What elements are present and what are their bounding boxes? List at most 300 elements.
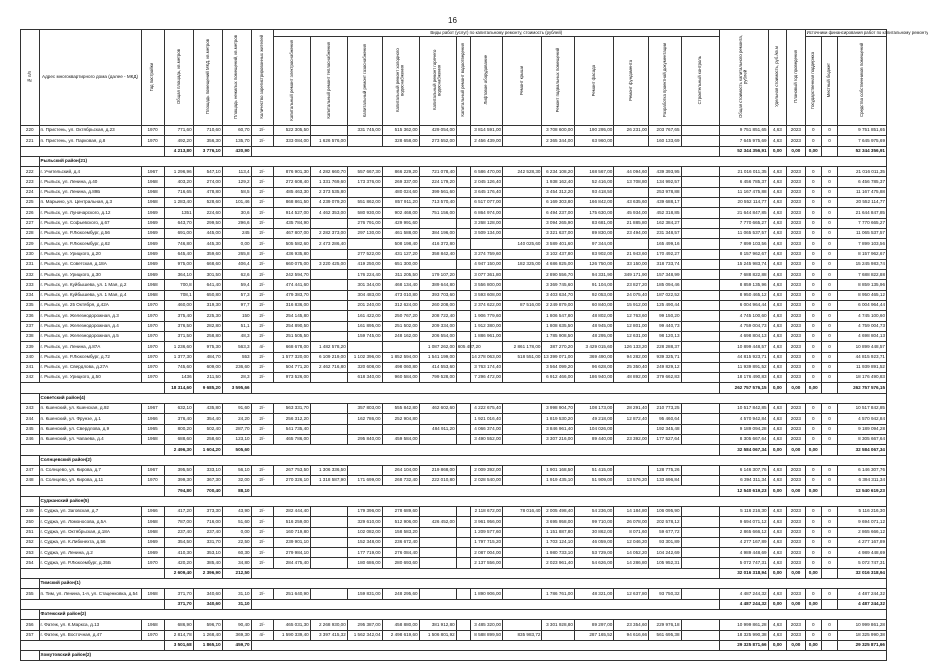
subtotal-year-value: 0,00 [787,568,806,578]
row-owner-funds: 6 394 311,34 [838,476,887,486]
row-address: г. Рыльск, ул. Р.Люксембург, д.62 [39,239,141,249]
row-work-cost: 89 297,00 [574,620,613,630]
row-number: 235 [21,301,40,311]
row-nonres-area: 60,70 [222,126,251,136]
row-apt-area: 354,40 [193,414,222,424]
row-total-cost: 4 570 942,84 [719,414,768,424]
row-unit-cost: 4,63 [768,218,787,228]
row-local-budget: 0 [821,342,837,352]
row-nonres-area: 31,10 [222,589,251,599]
row-work-cost: 1 890 906,00 [470,589,502,599]
table-cell-empty [21,579,40,589]
subtotal-state-support: 0,00 [805,486,821,496]
table-cell-empty [821,445,837,455]
subtotal-row [21,568,887,578]
row-work-cost [310,249,347,259]
row-local-budget: 0 [821,331,837,341]
header-unit-cost: Удельная стоимость, руб./кв.м [768,30,787,126]
row-unit-cost: 4,63 [768,208,787,218]
row-work-cost: 6 169 303,80 [542,198,574,208]
row-nonres-area: 32,00 [222,476,251,486]
row-number: 233 [21,280,40,290]
row-work-cost: 3 961 956,00 [470,517,502,527]
row-nonres-area: 34,80 [222,558,251,568]
row-number: 257 [21,630,40,640]
table-row [21,517,887,527]
row-work-cost: 133 696,84 [649,476,681,486]
row-total-cost: 20 552 114,77 [719,198,768,208]
row-work-cost: 3 708 600,00 [542,126,574,136]
row-work-cost: 435 784,90 [273,218,310,228]
row-residents: 2/- [251,527,273,537]
row-work-cost: 3 593 608,00 [470,290,502,300]
row-work-cost: 277 522,00 [347,249,382,259]
subtotal-state-support: 0,00 [805,445,821,455]
row-state-support: 0 [805,331,821,341]
row-work-cost: 284 475,40 [273,558,310,568]
row-apt-area: 331,70 [193,537,222,547]
row-work-cost: 713 570,40 [419,198,456,208]
row-work-cost: 3 301 928,80 [542,620,574,630]
row-work-cost [456,228,470,238]
row-work-cost: 231 348,57 [649,228,681,238]
row-state-support: 0 [805,270,821,280]
row-work-cost: 2 890 556,70 [542,270,574,280]
row-work-cost [310,126,347,136]
row-year-work: 2023 [787,136,806,146]
table-cell-empty [681,424,719,434]
row-residents: 2/- [251,589,273,599]
row-owner-funds: 7 688 822,88 [838,270,887,280]
row-work-cost: 914 527,00 [273,208,310,218]
row-local-budget: 0 [821,218,837,228]
row-work-cost: 269 337,00 [382,177,419,187]
row-work-cost: 51 909,00 [574,476,613,486]
row-work-cost: 516 259,00 [273,517,310,527]
row-total-area: 1 296,96 [164,167,193,177]
row-year-work: 2023 [787,476,806,486]
row-work-cost: 89 830,00 [574,228,613,238]
row-work-cost [310,280,347,290]
row-work-cost: 429 991,60 [382,218,419,228]
row-work-cost: 21 943,60 [614,249,649,259]
row-number: 256 [21,620,40,630]
row-unit-cost: 4,63 [768,136,787,146]
row-year-work: 2023 [787,167,806,177]
row-work-cost [456,517,470,527]
district-header-row [21,579,887,589]
row-year: 1970 [141,373,164,383]
row-work-cost: 311 205,50 [382,270,419,280]
row-total-area: 771,60 [164,126,193,136]
row-work-cost [419,434,456,444]
row-total-cost: 8 950 465,12 [719,290,768,300]
header-nonres-area: Площадь нежилых помещений, кв.метров [222,30,251,126]
row-local-budget: 0 [821,630,837,640]
row-owner-funds: 20 552 114,77 [838,198,887,208]
row-residents: 2/- [251,352,273,362]
row-work-cost: 1 703 124,10 [542,537,574,547]
subtotal-unit-cost: 0,00 [768,146,787,156]
row-total-area: 399,30 [164,476,193,486]
row-local-budget: 0 [821,177,837,187]
row-nonres-area: 101,46 [222,198,251,208]
row-work-cost: 399 561,60 [419,187,456,197]
row-work-cost: 54 626,00 [574,558,613,568]
table-row [21,228,887,238]
row-work-cost: 2 282 373,00 [310,228,347,238]
row-work-cost: 393 703,60 [419,290,456,300]
subtotal-unit-cost: 0,00 [768,486,787,496]
row-total-cost: 6 394 311,34 [719,476,768,486]
row-work-cost: 83 681,00 [574,218,613,228]
row-work-cost [456,198,470,208]
row-work-cost: 13 576,20 [614,476,649,486]
row-total-cost: 8 157 962,67 [719,249,768,259]
row-year-work: 2023 [787,362,806,372]
row-residents: 4/- [251,342,273,352]
table-row [21,342,887,352]
row-total-cost: 4 759 004,73 [719,321,768,331]
subtotal-apt-area: 1 604,20 [193,445,222,455]
row-work-cost: 53 729,00 [574,548,613,558]
table-cell-empty [251,486,719,496]
row-address: г. Суджа, ул. Ленина, д.2 [39,548,141,558]
row-work-cost [347,424,382,434]
subtotal-row [21,146,887,156]
row-work-cost: 301 344,00 [347,280,382,290]
row-work-cost [456,476,470,486]
district-name: Суджанский район(5) [39,496,886,506]
row-work-cost [310,270,347,280]
row-work-cost [310,548,347,558]
row-work-cost: 3 274 759,60 [470,249,502,259]
table-row [21,558,887,568]
row-year-work: 2023 [787,218,806,228]
row-work-cost [614,187,649,197]
table-row [21,548,887,558]
table-row [21,620,887,630]
subtotal-year-value: 0,00 [787,445,806,455]
row-apt-area: 609,00 [193,362,222,372]
row-state-support: 0 [805,136,821,146]
table-cell-empty [681,218,719,228]
row-work-cost: 201 240,00 [347,301,382,311]
row-apt-area: 319,30 [193,301,222,311]
row-work-cost [347,136,382,146]
row-work-cost: 60 840,00 [574,301,613,311]
row-apt-area: 333,10 [193,465,222,475]
row-owner-funds: 4 759 004,73 [838,321,887,331]
row-work-cost: 248 162,00 [382,331,419,341]
row-total-cost: 11 065 537,57 [719,228,768,238]
row-work-cost: 92 053,00 [574,290,613,300]
row-total-area: 686,90 [164,620,193,630]
row-address: г. Рыльск, ул. 25 Октября, д.42А [39,301,141,311]
row-nonres-area: 57,3 [222,290,251,300]
table-cell-empty [821,146,837,156]
row-work-cost [310,589,347,599]
row-work-cost: 508 198,40 [382,239,419,249]
row-work-cost: 99 150,20 [649,311,681,321]
row-unit-cost: 4,63 [768,321,787,331]
row-work-cost: 179 396,00 [347,506,382,516]
row-work-cost [456,548,470,558]
row-number: 244 [21,414,40,424]
row-apt-area: 340,60 [193,589,222,599]
row-residents: 2/- [251,228,273,238]
row-total-area: 1351 [164,208,193,218]
table-row [21,424,887,434]
row-work-cost: 30 862,00 [574,527,613,537]
header-w2: Капитальный ремонт теплоснабжения [310,37,347,126]
row-work-cost: 106 095,90 [649,506,681,516]
row-total-area: 800,20 [164,424,193,434]
row-local-budget: 0 [821,167,837,177]
row-residents: 2/- [251,424,273,434]
row-total-cost: 2 865 666,12 [719,527,768,537]
subtotal-total-cost: 32 016 318,94 [719,568,768,578]
row-work-cost: 349 171,90 [614,270,649,280]
row-work-cost [456,280,470,290]
row-work-cost: 104 242,69 [649,548,681,558]
row-work-cost: 2 373 535,80 [310,187,347,197]
table-cell-empty [681,537,719,547]
row-apt-area: 502,40 [193,424,222,434]
row-work-cost [503,404,542,414]
table-cell-empty [21,156,40,166]
row-unit-cost: 4,63 [768,589,787,599]
district-name: Фатежский район(2) [39,609,886,619]
row-state-support: 0 [805,177,821,187]
row-total-area: 1436 [164,373,193,383]
row-work-cost: 282 444,40 [273,506,310,516]
row-work-cost: 24 075,40 [614,290,649,300]
row-local-budget: 0 [821,517,837,527]
table-cell-empty [681,527,719,537]
row-year-work: 2023 [787,126,806,136]
row-year: 1969 [141,548,164,558]
subtotal-state-support: 0,00 [805,599,821,609]
table-cell-empty [681,558,719,568]
row-work-cost: 295 387,00 [347,620,382,630]
header-works-group: Виды работ (услуг) по капитальному ремонту, стоимость (рублей) [273,30,719,37]
row-number: 226 [21,208,40,218]
row-work-cost: 1 852 594,00 [382,352,419,362]
subtotal-nonres-area: 420,90 [222,146,251,156]
row-work-cost [503,373,542,383]
row-work-cost: 551 862,00 [347,198,382,208]
row-address: г. Рыльск, ул. Урицкого, д.30 [39,270,141,280]
row-owner-funds: 9 694 071,12 [838,517,887,527]
table-cell-empty [681,465,719,475]
row-work-cost: 239 901,10 [273,537,310,547]
row-work-cost: 651 300,00 [382,259,419,269]
row-total-cost: 44 815 923,71 [719,352,768,362]
row-address: г. Рыльск, ул. Свердлова, д.27А [39,362,141,372]
row-total-cost: 6 456 785,37 [719,177,768,187]
row-work-cost [503,126,542,136]
row-work-cost: 168 567,00 [574,167,613,177]
row-address: п. Пристень, ул. Октябрьская, д.23 [39,126,141,136]
row-work-cost: 33 150,00 [614,259,649,269]
row-work-cost: 3 564 099,20 [542,362,574,372]
row-work-cost: 8 588 899,50 [470,630,502,640]
row-work-cost [419,259,456,269]
row-work-cost: 236 672,40 [382,537,419,547]
row-total-cost: 4 745 100,60 [719,311,768,321]
table-cell-empty [21,445,165,455]
row-apt-area: 596,70 [193,620,222,630]
row-total-area: 975,00 [164,259,193,269]
row-work-cost: 160 133,69 [649,136,681,146]
row-work-cost [456,506,470,516]
district-header-row [21,455,887,465]
row-year-work: 2023 [787,301,806,311]
row-work-cost: 134 992,57 [649,177,681,187]
row-work-cost [310,311,347,321]
row-work-cost: 93 750,32 [649,589,681,599]
table-cell-empty [821,640,837,650]
row-year: 1970 [141,301,164,311]
header-residents: Количество зарегистрированных жителей [251,30,273,126]
page-number: 16 [448,16,457,25]
row-residents: 2/- [251,208,273,218]
row-owner-funds: 11 939 891,52 [838,362,887,372]
row-work-cost [310,331,347,341]
subtotal-state-support: 0,00 [805,383,821,393]
table-row [21,465,887,475]
row-work-cost: 273 552,00 [419,136,456,146]
row-owner-funds: 21 644 847,85 [838,208,887,218]
row-work-cost: 902 468,00 [382,208,419,218]
row-year: 1970 [141,331,164,341]
header-f1: Государственная поддержка [805,37,821,126]
row-work-cost: 1 541 199,00 [419,352,456,362]
row-work-cost: 465 786,00 [273,434,310,444]
row-work-cost: 1 919 435,10 [542,476,574,486]
row-work-cost: 222 010,80 [419,476,456,486]
row-apt-area: 211,50 [193,373,222,383]
row-work-cost: 49 218,00 [574,414,613,424]
subtotal-apt-area: 2 396,90 [193,568,222,578]
row-work-cost: 83 902,00 [574,249,613,259]
row-year: 1969 [141,537,164,547]
header-w5: Капитальный ремонт горячего водоснабжения [419,37,456,126]
row-work-cost [614,136,649,146]
row-total-cost: 9 694 071,12 [719,517,768,527]
row-work-cost: 295 840,00 [347,434,382,444]
row-residents: 2/- [251,177,273,187]
row-work-cost [503,527,542,537]
row-address: г. Рыльск, ул. Урицкого, д.50 [39,373,141,383]
table-cell-empty [21,455,40,465]
row-work-cost: 26 231,00 [614,126,649,136]
row-work-cost: 251 502,00 [382,321,419,331]
row-total-cost: 7 899 103,56 [719,239,768,249]
row-nonres-area: 553 [222,352,251,362]
row-work-cost: 267 753,50 [273,465,310,475]
row-work-cost [310,404,347,414]
row-work-cost [503,187,542,197]
row-residents: 2/- [251,548,273,558]
row-work-cost: 157 348,99 [649,270,681,280]
row-work-cost: 1 306 336,50 [310,465,347,475]
row-work-cost: 256 312,20 [273,414,310,424]
row-work-cost: 94 616,66 [614,630,649,640]
row-work-cost: 140 025,60 [503,239,542,249]
row-work-cost: 21 885,80 [614,218,649,228]
row-work-cost: 1 626 576,00 [310,136,347,146]
row-work-cost: 279 984,10 [273,548,310,558]
subtotal-state-support: 0,00 [805,568,821,578]
row-unit-cost: 4,63 [768,239,787,249]
row-local-budget: 0 [821,476,837,486]
subtotal-owner-funds: 262 757 576,15 [838,383,887,393]
row-year-work: 2023 [787,249,806,259]
row-work-cost [419,589,456,599]
table-cell-empty [21,393,40,403]
row-year: 1970 [141,311,164,321]
row-local-budget: 0 [821,208,837,218]
row-address: г. Рыльск, ул. Ленина, д.89Б [39,187,141,197]
row-unit-cost: 4,63 [768,228,787,238]
table-row [21,311,887,321]
row-total-area: 420,20 [164,558,193,568]
row-work-cost: 331 745,00 [347,126,382,136]
row-work-cost: 379 662,83 [649,373,681,383]
row-unit-cost: 4,63 [768,198,787,208]
row-work-cost: 1 209 577,60 [470,527,502,537]
row-owner-funds: 11 065 537,57 [838,228,887,238]
row-work-cost: 6 234 108,20 [542,167,574,177]
row-year-work: 2023 [787,404,806,414]
row-work-cost [456,259,470,269]
district-header-row [21,609,887,619]
row-work-cost: 4 239 079,20 [310,198,347,208]
row-work-cost: 3 268 128,00 [470,218,502,228]
row-work-cost: 287 165,52 [574,630,613,640]
row-work-cost: 14 286,80 [614,558,649,568]
row-residents: 2/- [251,414,273,424]
row-total-cost: 7 645 975,69 [719,136,768,146]
row-total-cost: 5 116 216,30 [719,506,768,516]
row-work-cost: 2 118 672,00 [470,506,502,516]
table-row [21,362,887,372]
row-address: п. Кшенский, ул. Фрунзе, д.1 [39,414,141,424]
row-work-cost: 1 785 908,50 [542,331,574,341]
subtotal-owner-funds: 4 487 244,32 [838,599,887,609]
row-year: 1970 [141,321,164,331]
header-total-cost: Общая стоимость капитального ремонта, рублей [719,30,768,126]
header-w12: Разработка проектной документации [649,37,681,126]
subtotal-row [21,486,887,496]
row-state-support: 0 [805,558,821,568]
row-work-cost: 252 904,80 [382,414,419,424]
row-work-cost: 175 630,00 [574,208,613,218]
row-work-cost [310,290,347,300]
row-work-cost: 2 009 392,00 [470,465,502,475]
row-owner-funds: 7 645 975,69 [838,136,887,146]
row-address: г. Суджа, ул. К.Либкнехта, д.56 [39,537,141,547]
row-work-cost: 2 137 556,00 [470,558,502,568]
row-work-cost [456,301,470,311]
table-cell-empty [681,228,719,238]
row-work-cost: 312 624,00 [382,301,419,311]
row-work-cost: 94 331,90 [574,270,613,280]
row-year-work: 2023 [787,630,806,640]
row-local-budget: 0 [821,311,837,321]
